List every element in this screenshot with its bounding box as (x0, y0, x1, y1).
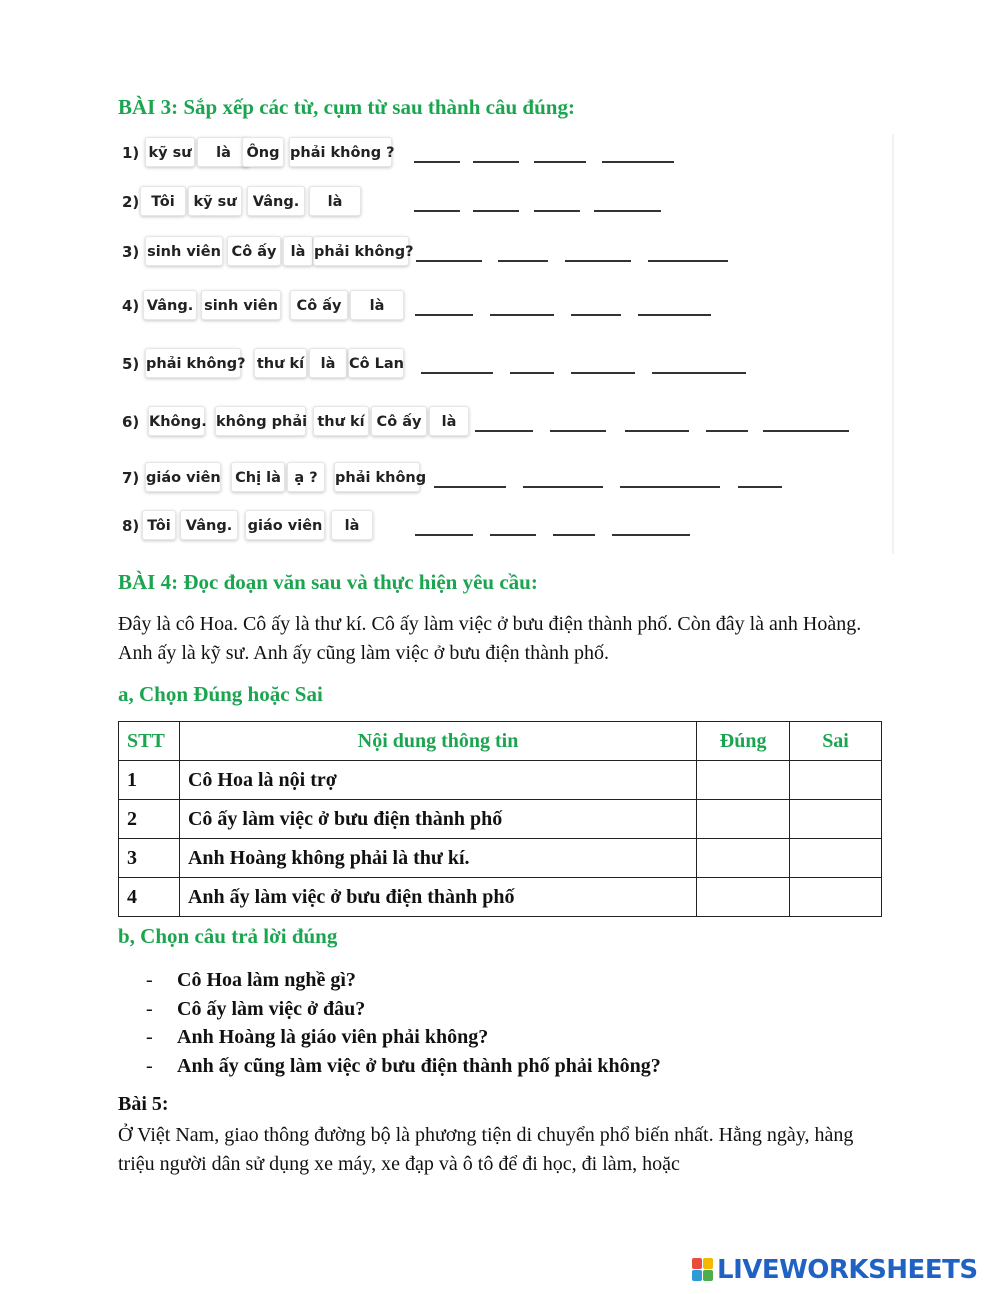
answer-blank (534, 210, 580, 212)
bai4-paragraph: Đây là cô Hoa. Cô ấy là thư kí. Cô ấy làm việc ở bưu điện thành phố. Còn đây là anh Hoàng. Anh ấy là kỹ sư. Anh ấy cũng làm việc ở bưu điện thành phố. (118, 613, 862, 664)
row-content: Anh Hoàng không phải là thư kí. (179, 839, 696, 878)
list-item (118, 1052, 661, 1081)
word-tile: không phải (215, 406, 306, 436)
bai5-paragraph: Ở Việt Nam, giao thông đường bộ là phương tiện di chuyển phổ biến nhất. Hằng ngày, hàng triệu người dân sử dụng xe máy, xe đạp và ô tô để đi học, đi làm, hoặc (118, 1124, 854, 1175)
row-content: Anh ấy làm việc ở bưu điện thành phố (179, 878, 696, 917)
exercise-image (116, 134, 894, 554)
word-tile: thư kí (313, 406, 369, 436)
answer-blank (434, 486, 506, 488)
word-tile: Tôi (140, 186, 186, 216)
true-false-table (118, 721, 882, 917)
answer-blank (706, 430, 748, 432)
row-number: 4) (122, 297, 140, 315)
row-stt: 4 (119, 878, 180, 917)
answer-blank (490, 534, 536, 536)
false-cell[interactable] (790, 878, 882, 917)
header-stt: STT (119, 722, 180, 761)
word-tile: Cô ấy (227, 236, 281, 266)
answer-blank (550, 430, 606, 432)
row-number: 7) (122, 469, 140, 487)
answer-blank (648, 260, 728, 262)
question-list (118, 966, 661, 1080)
answer-blank (571, 314, 621, 316)
word-tile: sinh viên (201, 290, 281, 320)
bai4-title: BÀI 4: Đọc đoạn văn sau và thực hiện yêu cầu: (118, 570, 538, 594)
exercise-row (116, 290, 892, 324)
answer-blank (594, 210, 661, 212)
word-tile: Chị là (231, 462, 285, 492)
question-text: Anh Hoàng là giáo viên phải không? (177, 1026, 489, 1048)
table-row (119, 761, 882, 800)
row-number: 6) (122, 413, 140, 431)
answer-blank (738, 486, 782, 488)
false-cell[interactable] (790, 839, 882, 878)
word-tile: là (331, 510, 373, 540)
answer-blank (553, 534, 595, 536)
answer-blank (638, 314, 711, 316)
word-tile: Không. (148, 406, 205, 436)
word-tile: là (197, 137, 250, 167)
answer-blank (571, 372, 635, 374)
bullet-dash: - (146, 969, 153, 991)
word-tile: là (283, 236, 313, 266)
answer-blank (414, 210, 460, 212)
word-tile: là (309, 186, 361, 216)
answer-blank (475, 430, 533, 432)
answer-blank (534, 161, 586, 163)
bullet-dash: - (146, 1054, 153, 1077)
part-b-title: b, Chọn câu trả lời đúng (118, 924, 338, 948)
list-item (118, 1023, 661, 1052)
word-tile: kỹ sư (188, 186, 242, 216)
word-tile: Cô ấy (371, 406, 427, 436)
false-cell[interactable] (790, 800, 882, 839)
answer-blank (416, 260, 482, 262)
true-cell[interactable] (697, 761, 790, 800)
true-cell[interactable] (697, 839, 790, 878)
bullet-dash: - (146, 997, 153, 1020)
logo-text: LIVEWORKSHEETS (717, 1255, 978, 1285)
logo-icon (692, 1258, 714, 1282)
question-text: Cô ấy làm việc ở đâu? (177, 997, 366, 1020)
table-row (119, 878, 882, 917)
answer-blank (763, 430, 849, 432)
word-tile: Vâng. (143, 290, 197, 320)
answer-blank (612, 534, 690, 536)
row-number: 8) (122, 517, 140, 535)
part-a-title: a, Chọn Đúng hoặc Sai (118, 682, 323, 706)
answer-blank (510, 372, 554, 374)
true-cell[interactable] (697, 800, 790, 839)
exercise-row (116, 348, 892, 382)
word-tile: là (309, 348, 347, 378)
answer-blank (473, 161, 519, 163)
word-tile: ạ ? (287, 462, 325, 492)
table-header-row (119, 722, 882, 761)
word-tile: phải không ? (289, 137, 392, 167)
row-number: 3) (122, 243, 140, 261)
row-number: 2) (122, 193, 140, 211)
header-content: Nội dung thông tin (179, 722, 696, 761)
table-row (119, 839, 882, 878)
bai5-title: Bài 5: (118, 1093, 169, 1115)
word-tile: phải không (334, 462, 420, 492)
word-tile: thư kí (254, 348, 307, 378)
row-content: Cô Hoa là nội trợ (179, 761, 696, 800)
bullet-dash: - (146, 1026, 153, 1048)
answer-blank (625, 430, 689, 432)
answer-blank (415, 314, 473, 316)
list-item (118, 995, 661, 1024)
word-tile: phải không? (313, 236, 409, 266)
exercise-row (116, 406, 892, 440)
exercise-row (116, 236, 892, 270)
word-tile: Tôi (142, 510, 176, 540)
exercise-row (116, 462, 892, 496)
bai3-title: BÀI 3: Sắp xếp các từ, cụm từ sau thành câu đúng: (118, 95, 575, 119)
answer-blank (421, 372, 493, 374)
word-tile: là (350, 290, 404, 320)
exercise-row (116, 510, 892, 544)
table-row (119, 800, 882, 839)
word-tile: Vâng. (247, 186, 305, 216)
answer-blank (414, 161, 460, 163)
word-tile: Cô Lan (348, 348, 404, 378)
word-tile: kỹ sư (145, 137, 195, 167)
true-cell[interactable] (697, 878, 790, 917)
answer-blank (498, 260, 548, 262)
word-tile: Cô ấy (290, 290, 348, 320)
header-true: Đúng (697, 722, 790, 761)
list-item (118, 966, 661, 995)
answer-blank (620, 486, 720, 488)
word-tile: Ông (242, 137, 284, 167)
answer-blank (565, 260, 631, 262)
row-stt: 2 (119, 800, 180, 839)
answer-blank (523, 486, 603, 488)
row-content: Cô ấy làm việc ở bưu điện thành phố (179, 800, 696, 839)
exercise-row (116, 186, 892, 220)
liveworksheets-logo (692, 1255, 978, 1285)
word-tile: sinh viên (145, 236, 223, 266)
answer-blank (652, 372, 746, 374)
question-text: Cô Hoa làm nghề gì? (177, 969, 356, 991)
word-tile: Vâng. (180, 510, 238, 540)
answer-blank (473, 210, 519, 212)
question-text: Anh ấy cũng làm việc ở bưu điện thành phố phải không? (177, 1054, 661, 1077)
word-tile: phải không? (145, 348, 241, 378)
row-number: 1) (122, 144, 140, 162)
word-tile: là (429, 406, 469, 436)
word-tile: giáo viên (145, 462, 221, 492)
answer-blank (415, 534, 473, 536)
row-stt: 3 (119, 839, 180, 878)
row-number: 5) (122, 355, 140, 373)
exercise-row (116, 137, 892, 171)
false-cell[interactable] (790, 761, 882, 800)
word-tile: giáo viên (245, 510, 325, 540)
row-stt: 1 (119, 761, 180, 800)
answer-blank (602, 161, 674, 163)
answer-blank (490, 314, 554, 316)
header-false: Sai (790, 722, 882, 761)
